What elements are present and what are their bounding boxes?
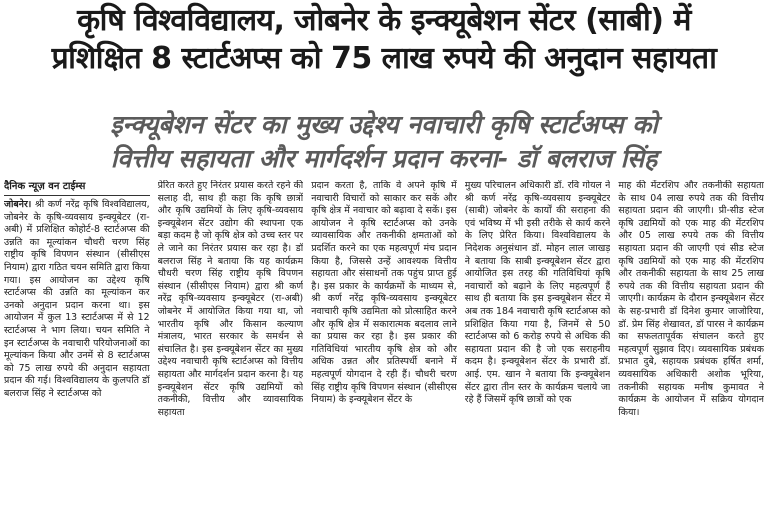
column-text: श्री कर्ण नरेंद्र कृषि विश्वविद्यालय, जोबनेर के कृषि-व्यवसाय इन्क्यूबेटर (रा-अबी) में प्रशिक्षित कोहोर्ट-8 स्टार्टअप्स की उन्नति का मूल्यांकन चौधरी चरण सिंह राष्ट्रीय कृषि विपणन संस्थान (सीसीएस नियाम) द्वारा गठित चयन समिति द्वारा किया गया। इस आयोजन का उद्देश्य कृषि स्टार्टअप्स की उन्नति का मूल्यांकन कर उनको अनुदान प्रदान करना था। इस आयोजन में कुल 13 स्टार्टअप्स में से 12 स्टार्टअप्स ने भाग लिया। चयन समिति ने इन स्टार्टअप्स के नवाचारी परियोजनाओं का मूल्यांकन किया और उनमें से 8 स्टार्टअप्स को 75 लाख रुपये की अनुदान सहायता प्रदान की गई। विश्वविद्यालय के कुलपति डॉ बलराज सिंह ने स्टार्टअप्स को — [4, 199, 150, 399]
article-column-3 — [311, 180, 457, 516]
byline: दैनिक न्यूज़ वन टाईम्स — [4, 180, 150, 196]
article-body — [4, 180, 764, 516]
headline — [0, 2, 768, 78]
article-column-4 — [465, 180, 611, 516]
subheadline-line-1: इन्क्यूबेशन सेंटर का मुख्य उद्देश्य नवाचारी कृषि स्टार्टअप्स को — [110, 110, 658, 139]
headline-line-2: प्रशिक्षित 8 स्टार्टअप्स को 75 लाख रुपये की अनुदान सहायता — [51, 41, 717, 76]
dateline: जोबनेर। — [4, 199, 32, 210]
article-column-2 — [158, 180, 304, 516]
column-text: माह की मेंटरशिप और तकनीकी सहायता के साथ 04 लाख रुपये तक की वित्तीय सहायता प्रदान की जाएगी। प्री-सीड स्टेज कृषि उद्यमियों को एक माह की मेंटरशिप और 05 लाख रुपये तक की वित्तीय सहायता प्रदान की जाएगी एवं सीड स्टेज कृषि उद्यमियों को एक माह की मेंटरशिप और तकनीकी सहायता के साथ 25 लाख रुपये तक की वित्तीय सहायता प्रदान की जाएगी। कार्यक्रम के दौरान इन्क्यूबेशन सेंटर के सह-प्रभारी डॉ दिनेश कुमार जाजोरिया, डॉ. प्रेम सिंह शेखावत, डॉ पारस ने कार्यक्रम का सफलतापूर्वक संचालन करते हुए महत्वपूर्ण सुझाव दिए। व्यवसायिक प्रबंधक प्रभात दुबे, सहायक प्रबंधक हर्षित शर्मा, व्यवसायिक अधिकारी अशोक भूरिया, तकनीकी सहायक मनीष कुमावत ने कार्यक्रम के आयोजन में सक्रिय योगदान किया। — [618, 180, 764, 418]
article-column-1 — [4, 180, 150, 516]
headline-line-1: कृषि विश्वविद्यालय, जोबनेर के इन्क्यूबेशन सेंटर (साबी) में — [77, 3, 691, 38]
article-paragraph — [4, 199, 150, 401]
article-column-5 — [618, 180, 764, 516]
subheadline-line-2: वित्तीय सहायता और मार्गदर्शन प्रदान करना- डॉ बलराज सिंह — [110, 144, 658, 173]
column-text: प्रदान करता है, ताकि वे अपने कृषि में नवाचारी विचारों को साकार कर सकें और कृषि क्षेत्र में नवाचार को बढ़ावा दे सकें। इस आयोजन ने कृषि स्टार्टअप्स को उनके व्यावसायिक और तकनीकी क्षमताओं को प्रदर्शित करने का एक महत्वपूर्ण मंच प्रदान किया है, जिससे उन्हें आवश्यक वित्तीय सहायता और संसाधनों तक पहुंच प्राप्त हुई है। इस प्रकार के कार्यक्रमों के माध्यम से, श्री कर्ण नरेंद्र कृषि-व्यवसाय इन्क्यूबेटर नवाचारी कृषि उद्यमिता को प्रोत्साहित करने और कृषि क्षेत्र में सकारात्मक बदलाव लाने का प्रयास कर रहा है। इस प्रकार की गतिविधियां भारतीय कृषि क्षेत्र को और अधिक उन्नत और प्रतिस्पर्धी बनाने में महत्वपूर्ण योगदान दे रही हैं। चौधरी चरण सिंह राष्ट्रीय कृषि विपणन संस्थान (सीसीएस नियाम) के इन्क्यूबेशन सेंटर के — [311, 180, 457, 406]
column-text: प्रेरित करते हुए निरंतर प्रयास करते रहने की सलाह दी, साथ ही कहा कि कृषि छात्रों और कृषि उद्यमियों के लिए कृषि-व्यवसाय इन्क्यूबेशन सेंटर उद्योग की स्थापना एक बड़ा कदम है जो कृषि क्षेत्र को उच्च स्तर पर ले जाने का निरंतर प्रयास कर रहा है। डॉ बलराज सिंह ने बताया कि यह कार्यक्रम चौधरी चरण सिंह राष्ट्रीय कृषि विपणन संस्थान (सीसीएस नियाम) द्वारा श्री कर्ण नरेंद्र कृषि-व्यवसाय इन्क्यूबेटर (रा-अबी) जोबनेर में आयोजित किया गया था, जो भारतीय कृषि और किसान कल्याण मंत्रालय, भारत सरकार के समर्थन से संचालित है। इस इन्क्यूबेशन सेंटर का मुख्य उद्देश्य नवाचारी कृषि स्टार्टअप्स को वित्तीय सहायता और मार्गदर्शन प्रदान करना है। यह इन्क्यूबेशन सेंटर कृषि उद्यमियों को तकनीकी, वित्तीय और व्यावसायिक सहायता — [157, 180, 304, 418]
column-text: मुख्य परिचालन अधिकारी डॉ. रवि गोयल ने श्री कर्ण नरेंद्र कृषि-व्यवसाय इन्क्यूबेटर (साबी) जोबनेर के कार्यों की सराहना की एवं भविष्य में भी इसी तरीके से कार्य करने के लिए प्रेरित किया। विश्वविद्यालय के निदेशक अनुसंधान डॉ. मोहन लाल जाखड़ ने बताया कि साबी इन्क्यूबेशन सेंटर द्वारा आयोजित इस तरह की गतिविधियां कृषि नवाचारों को बढ़ाने के लिए महत्वपूर्ण हैं साथ ही बताया कि इस इन्क्यूबेशन सेंटर में अब तक 184 नवाचारी कृषि स्टार्टअप्स को प्रशिक्षित किया गया है, जिनमें से 50 स्टार्टअप्स को 6 करोड़ रुपये से अधिक की सहायता प्रदान की है जो एक सराहनीय कदम है। इन्क्यूबेशन सेंटर के प्रभारी डॉ. आई. एम. खान ने बताया कि इन्क्यूबेशन सेंटर द्वारा तीन स्तर के कार्यक्रम चलाये जा रहे हैं जिसमें कृषि छात्रों को एक — [464, 180, 611, 406]
subheadline — [0, 108, 768, 176]
